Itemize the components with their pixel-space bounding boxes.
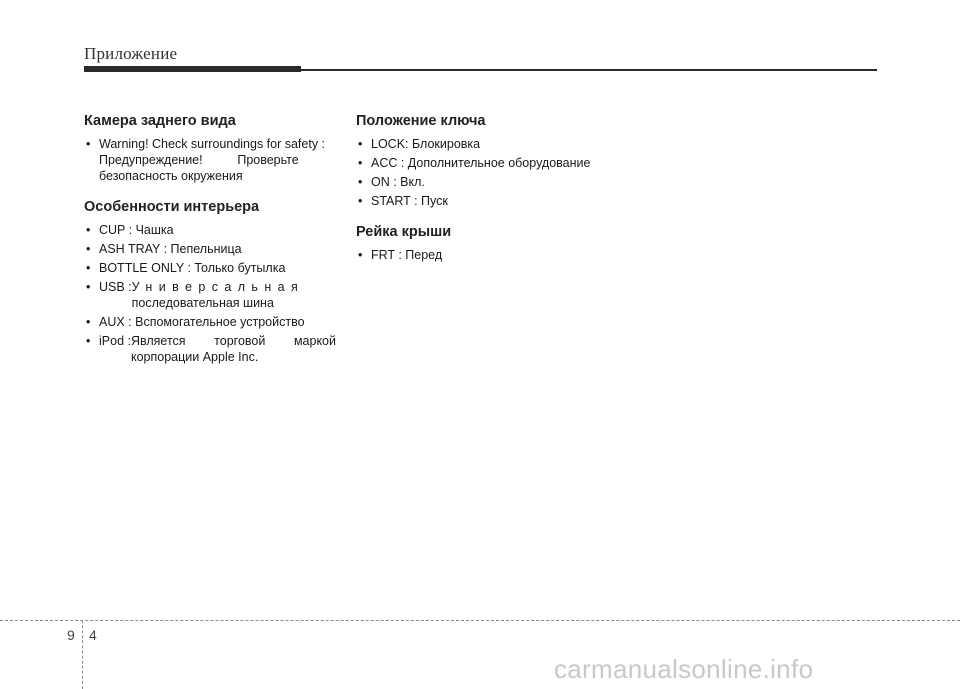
page-number-chapter: 9 (67, 627, 75, 643)
item-line: Является торговой маркой (130, 334, 336, 348)
bullet-icon: • (86, 242, 91, 256)
item-key: iPod : (99, 334, 131, 348)
item-text: CUP : Чашка (99, 223, 174, 237)
section-title: Особенности интерьера (84, 199, 260, 215)
item-text: ACC : Дополнительное оборудование (371, 156, 591, 170)
item-line: Универсальная (131, 280, 305, 294)
item-text: BOTTLE ONLY : Только бутылка (99, 261, 286, 275)
bullet-icon: • (358, 175, 363, 189)
list-item (84, 279, 336, 311)
section-key-position (356, 112, 626, 209)
item-line: последовательная шина (131, 296, 274, 310)
item-text: FRT : Перед (371, 248, 443, 262)
bullet-icon: • (358, 156, 363, 170)
list-item (356, 247, 626, 263)
item-text: LOCK: Блокировка (371, 137, 481, 151)
item-list (356, 247, 626, 263)
item-text: ON : Вкл. (371, 175, 425, 189)
item-key: USB : (99, 280, 132, 294)
section-title: Камера заднего вида (84, 113, 236, 129)
page-number-page: 4 (89, 627, 97, 643)
list-item (84, 260, 336, 276)
item-list (84, 222, 336, 365)
item-line: Предупреждение! Проверьте (99, 153, 299, 167)
item-text (99, 136, 336, 184)
item-line: корпорации Apple Inc. (130, 350, 259, 364)
bullet-icon: • (86, 261, 91, 275)
item-desc (131, 333, 336, 365)
section-title: Положение ключа (356, 113, 486, 129)
bullet-icon: • (86, 223, 91, 237)
list-item (356, 193, 626, 209)
bullet-icon: • (86, 334, 91, 348)
list-item (356, 136, 626, 152)
item-list (84, 136, 336, 184)
section-interior-features (84, 198, 336, 365)
header-rule-thin (301, 69, 877, 71)
item-text: AUX : Вспомогательное устройство (99, 315, 305, 329)
item-desc (132, 279, 336, 311)
footer-dashed-divider (82, 620, 83, 689)
list-item (84, 136, 336, 184)
list-item (84, 314, 336, 330)
header-rule-thick (84, 66, 301, 72)
left-column (84, 112, 336, 379)
bullet-icon: • (86, 315, 91, 329)
bullet-icon: • (358, 248, 363, 262)
bullet-icon: • (358, 137, 363, 151)
section-roof-rack (356, 223, 626, 263)
section-title: Рейка крыши (356, 224, 452, 240)
list-item (356, 174, 626, 190)
right-column (356, 112, 626, 277)
bullet-icon: • (358, 194, 363, 208)
section-rear-camera (84, 112, 336, 184)
watermark-text: carmanualsonline.info (554, 654, 814, 684)
footer-dashed-line (0, 620, 960, 621)
item-list (356, 136, 626, 209)
page-header-title: Приложение (84, 44, 178, 63)
item-text: ASH TRAY : Пепельница (99, 242, 242, 256)
list-item (84, 222, 336, 238)
bullet-icon: • (86, 137, 91, 151)
list-item (356, 155, 626, 171)
bullet-icon: • (86, 280, 91, 294)
item-line: Warning! Check surroundings for safety : (99, 137, 326, 151)
list-item (84, 333, 336, 365)
item-text: START : Пуск (371, 194, 448, 208)
list-item (84, 241, 336, 257)
item-line: безопасность окружения (99, 169, 243, 183)
